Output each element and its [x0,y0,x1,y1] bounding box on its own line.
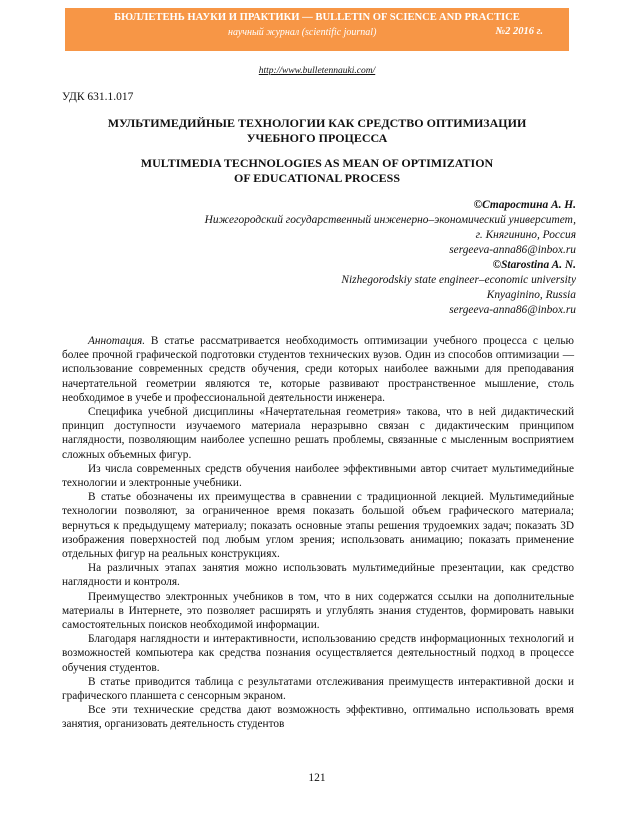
journal-url-link[interactable]: http://www.bulletennauki.com/ [258,66,376,76]
author-name-ru: ©Старостина А. Н. [473,199,576,211]
article-body [62,334,574,732]
article-title-ru [90,116,544,146]
body-paragraph: Благодаря наглядности и интерактивности, использованию средств информационных технологий и возможностей компьютера как средства познания осуществляется деятельностный подход в процессе обучения студентов. [62,633,574,674]
journal-header-banner [65,8,569,51]
journal-issue: №2 2016 г. [495,26,543,37]
author-location-ru: г. Княгинино, Россия [475,229,576,241]
journal-subtitle: научный журнал (scientific journal) [228,27,377,38]
title-ru-line: УЧЕБНОГО ПРОЦЕССА [246,131,388,145]
abstract-text: В статье рассматривается необходимость оптимизации учебного процесса с целью более прочной графической подготовки студентов технических вузов. Один из способов оптимизации — использование современных средств обучения, среди которых наиболее важными для преподавания начертательной геометрии являются те, которые развивают пространственное мышление, столь необходимое в учебе и профессиональной деятельности инженера. [62,335,574,404]
body-paragraph: Из числа современных средств обучения наиболее эффективными автор считает мультимедийные технологии и электронные учебники. [62,462,574,490]
title-ru-line: МУЛЬТИМЕДИЙНЫЕ ТЕХНОЛОГИИ КАК СРЕДСТВО ОПТИМИЗАЦИИ [107,116,527,130]
article-title-en [90,156,544,186]
body-paragraph: В статье обозначены их преимущества в сравнении с традиционной лекцией. Мультимедийные технологии позволяют, за ограниченное время показать большой объем графического материала; вернуться к предыдущему материалу; показать основные этапы решения трудоемких задач; показать 3D изображения поверхностей под любым углом зрения; использовать анимацию; показать применение отдельных фигур на реальных конструкциях. [62,491,574,561]
body-paragraph: Специфика учебной дисциплины «Начертательная геометрия» такова, что в ней дидактический принцип доступности изучаемого материала неразрывно связан с дидактическим принципом наглядности, позволяющим наиболее успешно решать проблемы, связанные с мысленным восприятием сложных объемных фигур. [62,406,574,461]
journal-title: БЮЛЛЕТЕНЬ НАУКИ И ПРАКТИКИ — BULLETIN OF SCIENCE AND PRACTICE [114,12,520,23]
udk-code: УДК 631.1.017 [62,91,134,103]
author-block [56,198,576,318]
title-en-line: MULTIMEDIA TECHNOLOGIES AS MEAN OF OPTIMIZATION [140,156,494,170]
author-affiliation-en: Nizhegorodskiy state engineer–economic university [341,274,576,286]
body-paragraph: Все эти технические средства дают возможность эффективно, оптимально использовать время занятия, организовать деятельность студентов [62,704,574,731]
author-email-en[interactable]: sergeeva-anna86@inbox.ru [449,304,576,316]
author-affiliation-ru: Нижегородский государственный инженерно–экономический университет, [204,214,576,226]
author-name-en: ©Starostina A. N. [492,259,576,271]
abstract-paragraph [62,334,574,405]
author-location-en: Knyaginino, Russia [486,289,576,301]
author-email-ru[interactable]: sergeeva-anna86@inbox.ru [449,244,576,256]
body-paragraph: В статье приводится таблица с результатами отслеживания преимуществ интерактивной доски и графического планшета с сенсорным экраном. [62,675,574,703]
body-paragraph: Преимущество электронных учебников в том, что в них содержатся ссылки на дополнительные материалы в Интернете, это позволяет расширять и углублять знания студентов, формировать навыки самостоятельных поисков необходимой информации. [62,590,574,632]
abstract-label: Аннотация. [88,335,146,347]
body-paragraph: На различных этапах занятия можно использовать мультимедийные презентации, как средство наглядности и контроля. [62,562,574,589]
page-number: 121 [308,772,326,784]
title-en-line: OF EDUCATIONAL PROCESS [233,171,401,185]
